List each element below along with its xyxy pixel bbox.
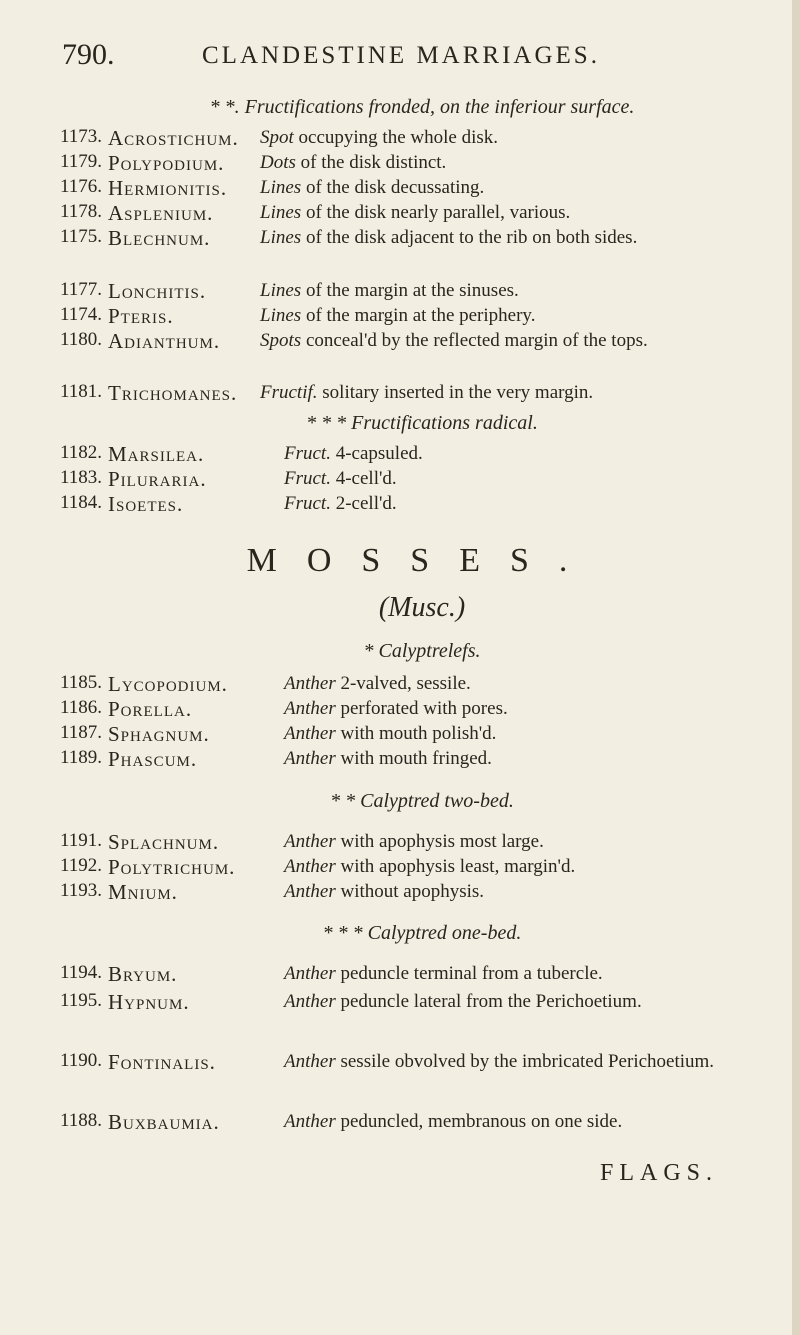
entry-row [60,962,790,992]
entry-number: 1191. [60,830,103,851]
section-heading-two-bed: * * Calyptred two-bed. [330,790,514,812]
entry-row [60,990,790,1040]
entry-number: 1175. [60,226,103,247]
entry-lead: Spot [260,127,294,148]
entry-text: of the disk nearly parallel, various. [305,202,571,223]
genus-name: Mnium. [108,880,178,904]
entry-description [284,722,790,746]
entry-number: 1182. [60,442,103,463]
entry-lead: Anther [284,698,336,719]
entry-number: 1185. [60,672,103,693]
entry-row [60,747,790,777]
genus-name: Marsilea. [108,442,205,466]
entry-lead: Lines [260,280,302,301]
entry-lead: Lines [260,202,302,223]
entry-text: with mouth polish'd. [340,723,497,744]
entry-number: 1178. [60,201,103,222]
genus-name: Buxbaumia. [108,1110,220,1134]
genus-name: Lycopodium. [108,672,228,696]
entry-text: sessile obvolved by the imbricated Perichoetium. [340,1051,715,1072]
entry-description [284,747,790,771]
entry-lead: Anther [284,963,336,984]
genus-name: Pteris. [108,304,174,328]
entry-description [284,990,790,1014]
entry-number: 1179. [60,151,103,172]
entry-description [284,697,790,721]
entry-number: 1189. [60,747,103,768]
genus-name: Polypodium. [108,151,225,175]
entry-number: 1177. [60,279,103,300]
entry-description [284,1110,790,1134]
entry-lead: Anther [284,1051,336,1072]
genus-name: Hypnum. [108,990,190,1014]
entry-row [60,1110,790,1160]
genus-name: Acrostichum. [108,126,239,150]
entry-text: of the disk distinct. [300,152,447,173]
entry-lead: Lines [260,305,302,326]
genus-name: Sphagnum. [108,722,210,746]
entry-description [284,830,790,854]
entry-lead: Anther [284,673,336,694]
entry-text: peduncled, membranous on one side. [340,1111,623,1132]
genus-name: Piluraria. [108,467,207,491]
entry-number: 1183. [60,467,103,488]
entry-description [284,467,790,491]
entry-text: of the margin at the periphery. [305,305,536,326]
entry-row [60,492,790,522]
entry-lead: Anther [284,856,336,877]
entry-description [284,855,790,879]
entry-description [284,1050,790,1074]
genus-name: Phascum. [108,747,198,771]
entry-lead: Anther [284,723,336,744]
entry-number: 1190. [60,1050,103,1071]
entry-description [284,672,790,696]
entry-lead: Anther [284,991,336,1012]
entry-lead: Fructif. [260,382,318,403]
genus-name: Asplenium. [108,201,214,225]
entry-text: perforated with pores. [340,698,508,719]
entry-row [60,880,790,910]
entry-lead: Anther [284,831,336,852]
entry-description [284,442,790,466]
entry-number: 1173. [60,126,103,147]
genus-name: Fontinalis. [108,1050,216,1074]
section-heading-fronded: * *. Fructifications fronded, on the inferiour surface. [209,96,635,118]
entry-number: 1174. [60,304,103,325]
entry-number: 1194. [60,962,103,983]
entry-number: 1176. [60,176,103,197]
entry-number: 1181. [60,381,103,402]
genus-name: Hermionitis. [108,176,228,200]
entry-number: 1193. [60,880,103,901]
entry-text: of the disk adjacent to the rib on both sides. [305,227,638,248]
catchword: FLAGS. [600,1160,719,1186]
entry-number: 1188. [60,1110,103,1131]
entry-text: with mouth fringed. [340,748,492,769]
entry-lead: Fruct. [284,443,331,464]
genus-name: Polytrichum. [108,855,236,879]
entry-lead: Lines [260,177,302,198]
genus-name: Blechnum. [108,226,211,250]
entry-text: peduncle terminal from a tubercle. [340,963,603,984]
entry-lead: Spots [260,330,302,351]
section-heading-calyptrelefs: * Calyptrelefs. [363,640,481,662]
entry-description [284,962,790,986]
entry-description [284,880,790,904]
entry-text: peduncle lateral from the Perichoetium. [340,991,642,1012]
entry-number: 1184. [60,492,103,513]
entry-lead: Lines [260,227,302,248]
entry-text: 2-cell'd. [335,493,397,514]
entry-text: 4-cell'd. [335,468,397,489]
entry-description [284,492,790,516]
entry-text: without apophysis. [340,881,485,902]
entry-text: with apophysis least, margin'd. [340,856,576,877]
genus-name: Trichomanes. [108,381,238,405]
entry-text: solitary inserted in the very margin. [322,382,594,403]
entry-lead: Anther [284,748,336,769]
entry-lead: Dots [260,152,296,173]
entry-text: of the disk decussating. [305,177,485,198]
entry-lead: Fruct. [284,468,331,489]
running-title: CLANDESTINE MARRIAGES. [202,42,600,69]
entry-text: occupying the whole disk. [298,127,498,148]
genus-name: Isoetes. [108,492,184,516]
genus-name: Adianthum. [108,329,221,353]
entry-text: 2-valved, sessile. [340,673,471,694]
entry-lead: Anther [284,881,336,902]
entry-text: 4-capsuled. [335,443,423,464]
genus-name: Lonchitis. [108,279,207,303]
section-heading-one-bed: * * * Calyptred one-bed. [322,922,522,944]
entry-number: 1187. [60,722,103,743]
entry-text: conceal'd by the reflected margin of the tops. [305,330,648,351]
entry-text: with apophysis most large. [340,831,544,852]
entry-row [60,1050,790,1100]
mosses-title: MOSSES. [246,542,598,579]
entry-number: 1186. [60,697,103,718]
entry-text: of the margin at the sinuses. [305,280,519,301]
entry-lead: Anther [284,1111,336,1132]
page-number: 790. [62,38,115,71]
genus-name: Porella. [108,697,193,721]
genus-name: Splachnum. [108,830,220,854]
entry-lead: Fruct. [284,493,331,514]
entry-number: 1195. [60,990,103,1011]
genus-name: Bryum. [108,962,178,986]
section-heading-radical: * * * Fructifications radical. [306,412,538,434]
entry-number: 1180. [60,329,103,350]
entry-number: 1192. [60,855,103,876]
mosses-subtitle: (Musc.) [378,592,466,623]
